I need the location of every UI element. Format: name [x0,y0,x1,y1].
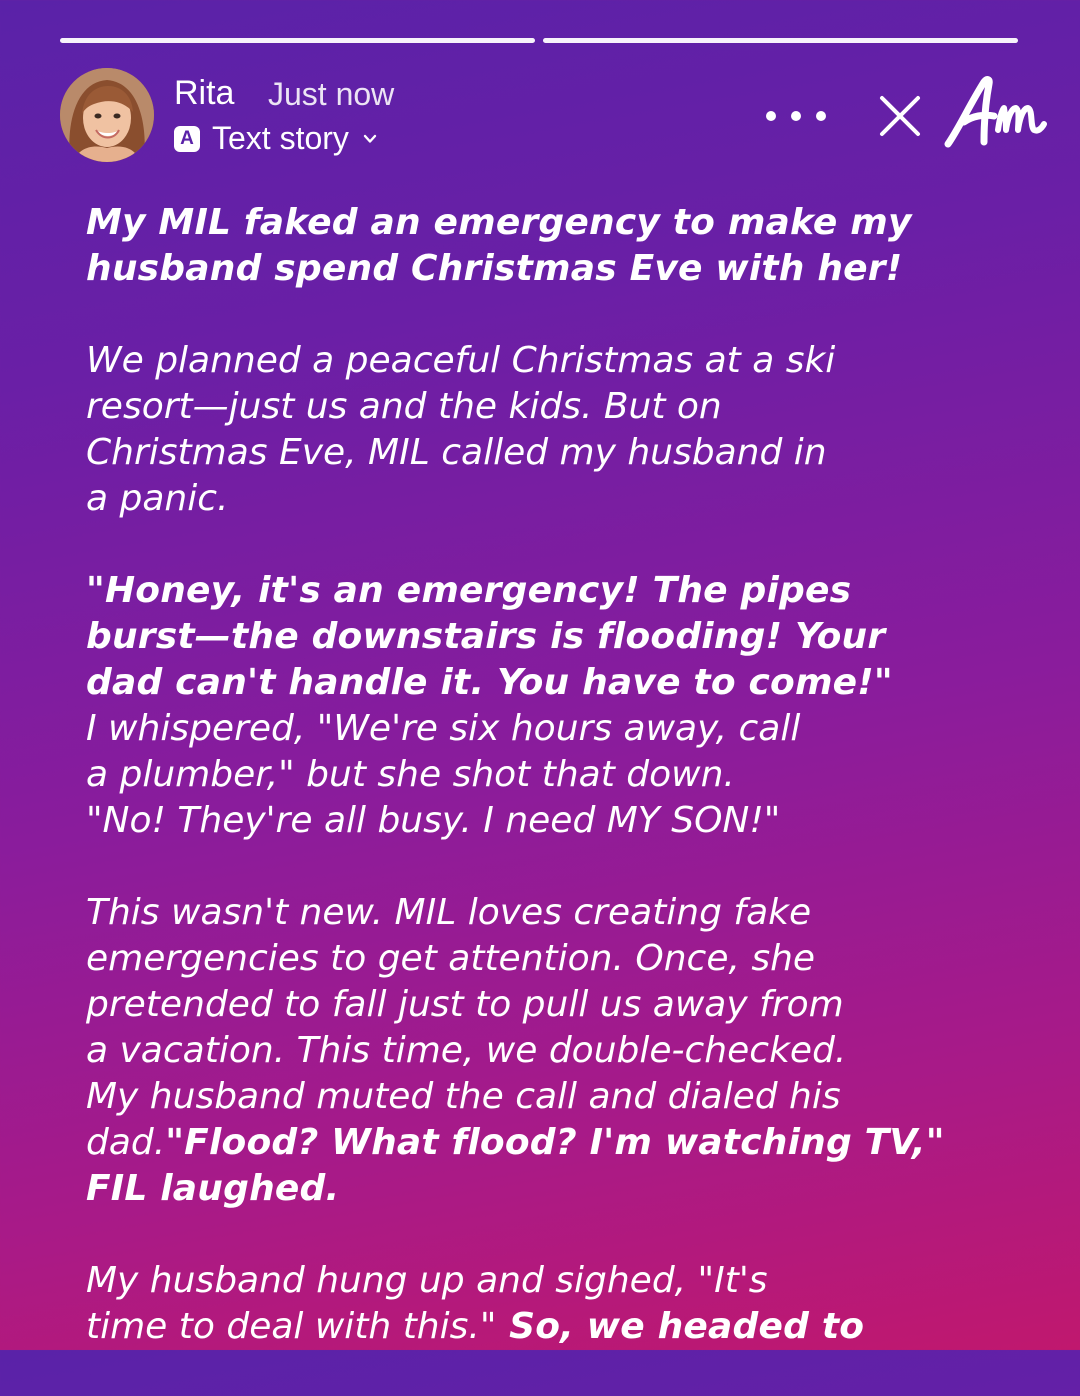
close-icon[interactable] [878,94,922,138]
avatar[interactable] [60,68,154,162]
text-line: a plumber," but she shot that down. [86,754,735,795]
text-line: I whispered, "We're six hours away, call [86,708,801,749]
text-line: "Honey, it's an emergency! The pipes [86,570,852,611]
story-progress-bar [60,38,1018,44]
text-line: My husband muted the call and dialed his [86,1076,841,1117]
text-line: "Flood? What flood? I'm watching TV," [165,1122,945,1163]
more-options-button[interactable] [766,98,826,134]
timestamp: Just now [268,76,395,112]
avatar-portrait-icon [60,68,154,162]
text-line: pretended to fall just to pull us away from [86,984,844,1025]
story-header [60,68,1050,168]
story-paragraph-1 [86,338,1016,522]
more-dot [816,111,826,121]
title-line: My MIL faked an emergency to make my [86,202,912,243]
brand-logo-icon [940,70,1052,156]
story-paragraph-4 [86,1258,1016,1350]
text-line: a vacation. This time, we double-checked. [86,1030,847,1071]
text-story-badge-icon: A [174,126,200,152]
text-line: My husband hung up and sighed, "It's [86,1260,768,1301]
text-line: dad. [86,1122,166,1163]
title-line: husband spend Christmas Eve with her! [86,248,903,289]
text-line: Christmas Eve, MIL called my husband in [86,432,827,473]
progress-segment-1 [60,38,535,43]
chevron-down-icon [363,132,377,146]
story-title [86,200,1016,292]
text-line: resort—just us and the kids. But on [86,386,722,427]
more-dot [791,111,801,121]
text-line: a panic. [86,478,229,519]
story-text [86,200,1016,1396]
story-paragraph-3 [86,890,1016,1212]
story-type-label: Text story [212,120,349,156]
text-line: emergencies to get attention. Once, she [86,938,816,979]
text-line: "No! They're all busy. I need MY SON!" [86,800,781,841]
text-line: dad can't handle it. You have to come!" [86,662,893,703]
more-horizontal-icon [766,111,776,121]
text-line: This wasn't new. MIL loves creating fake [86,892,812,933]
story-type-selector[interactable] [174,120,377,157]
text-line: We planned a peaceful Christmas at a ski [86,340,836,381]
progress-segment-2 [543,38,1018,43]
text-line: So, we headed to [496,1306,865,1347]
story-paragraph-2 [86,568,1016,844]
text-line: burst—the downstairs is flooding! Your [86,616,886,657]
user-name[interactable]: Rita [174,74,235,112]
text-line: FIL laughed. [86,1168,340,1209]
text-line: time to deal with this." [86,1306,497,1347]
